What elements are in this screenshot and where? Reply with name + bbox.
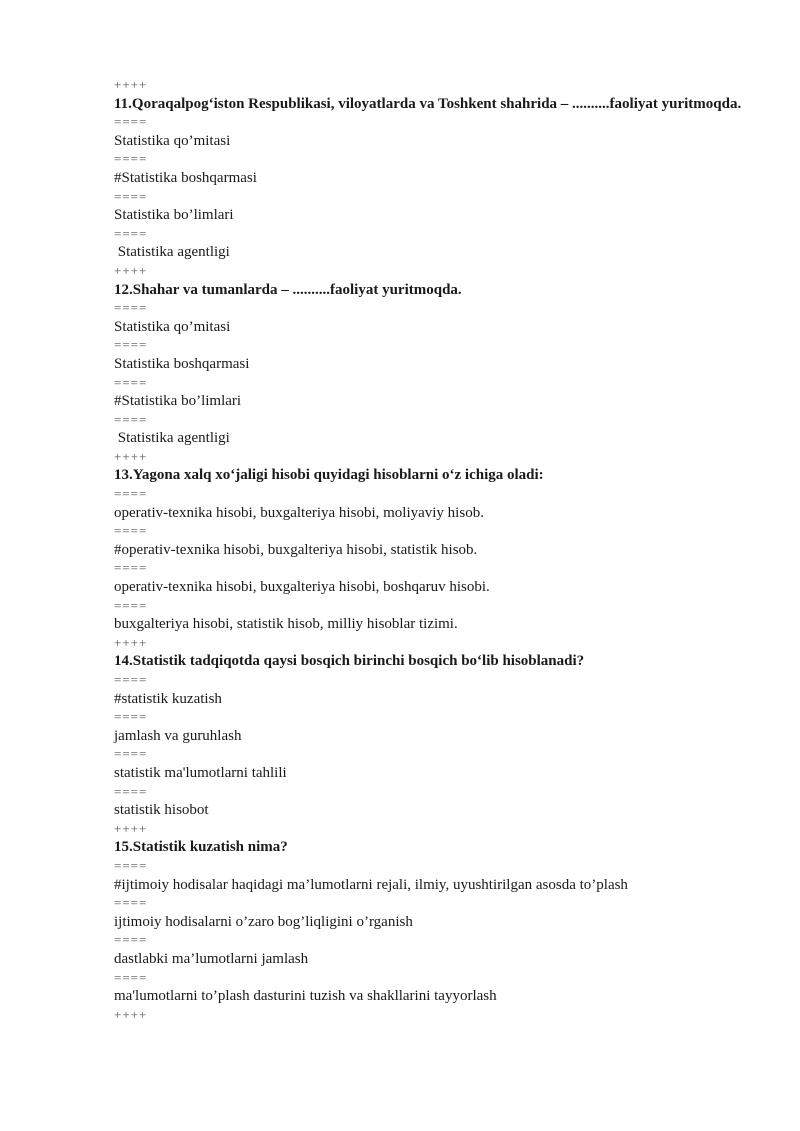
separator-marker: ==== bbox=[114, 523, 148, 539]
separator-marker: ++++ bbox=[114, 448, 148, 464]
separator-marker: ==== bbox=[114, 225, 148, 241]
question-text: 13.Yagona xalq xo‘jaligi hisobi quyidagi hisoblarni o‘z ichiga oladi: bbox=[114, 467, 544, 484]
separator-marker: ==== bbox=[114, 746, 148, 762]
separator-marker: ==== bbox=[114, 486, 148, 502]
answer-option: Statistika qo’mitasi bbox=[114, 318, 231, 335]
separator-marker: ==== bbox=[114, 114, 148, 130]
answer-option: statistik hisobot bbox=[114, 802, 209, 819]
separator-marker: ++++ bbox=[114, 1006, 148, 1022]
separator-marker: ==== bbox=[114, 709, 148, 725]
answer-option: Statistika agentligi bbox=[114, 430, 230, 447]
separator-marker: ==== bbox=[114, 560, 148, 576]
question-text: 11.Qoraqalpog‘iston Respublikasi, viloyatlarda va Toshkent shahrida – ..........faoliyat yuritmoqda. bbox=[114, 95, 742, 112]
answer-option: #Statistika bo’limlari bbox=[114, 393, 242, 410]
answer-option: #operativ-texnika hisobi, buxgalteriya hisobi, statistik hisob. bbox=[114, 541, 478, 558]
separator-marker: ++++ bbox=[114, 820, 148, 836]
separator-marker: ==== bbox=[114, 932, 148, 948]
answer-option: #Statistika boshqarmasi bbox=[114, 169, 257, 186]
separator-marker: ==== bbox=[114, 188, 148, 204]
question-text: 14.Statistik tadqiqotda qaysi bosqich birinchi bosqich bo‘lib hisoblanadi? bbox=[114, 653, 585, 670]
answer-option: operativ-texnika hisobi, buxgalteriya hisobi, moliyaviy hisob. bbox=[114, 504, 484, 521]
question-text: 15.Statistik kuzatish nima? bbox=[114, 839, 288, 856]
separator-marker: ==== bbox=[114, 857, 148, 873]
separator-marker: ++++ bbox=[114, 634, 148, 650]
separator-marker: ++++ bbox=[114, 77, 148, 92]
separator-marker: ==== bbox=[114, 374, 148, 390]
document-page bbox=[114, 76, 742, 1024]
separator-marker: ==== bbox=[114, 151, 148, 167]
separator-marker: ++++ bbox=[114, 262, 148, 278]
separator-marker: ==== bbox=[114, 300, 148, 316]
separator-marker: ==== bbox=[114, 783, 148, 799]
answer-option: #statistik kuzatish bbox=[114, 690, 222, 707]
answer-option: statistik ma'lumotlarni tahlili bbox=[114, 764, 287, 781]
answer-option: #ijtimoiy hodisalar haqidagi ma’lumotlarni rejali, ilmiy, uyushtirilgan asosda to’plash bbox=[114, 876, 628, 893]
separator-marker: ==== bbox=[114, 337, 148, 353]
answer-option: jamlash va guruhlash bbox=[114, 727, 242, 744]
answer-option: buxgalteriya hisobi, statistik hisob, milliy hisoblar tizimi. bbox=[114, 616, 458, 633]
separator-marker: ==== bbox=[114, 895, 148, 911]
question-text: 12.Shahar va tumanlarda – ..........faoliyat yuritmoqda. bbox=[114, 281, 462, 298]
answer-option: Statistika boshqarmasi bbox=[114, 355, 250, 372]
separator-marker: ==== bbox=[114, 411, 148, 427]
separator-marker: ==== bbox=[114, 597, 148, 613]
answer-option: dastlabki ma’lumotlarni jamlash bbox=[114, 950, 309, 967]
answer-option: Statistika agentligi bbox=[114, 244, 230, 261]
answer-option: Statistika qo’mitasi bbox=[114, 132, 231, 149]
separator-marker: ==== bbox=[114, 672, 148, 687]
separator-marker: ==== bbox=[114, 969, 148, 985]
answer-option: Statistika bo’limlari bbox=[114, 207, 234, 224]
answer-option: operativ-texnika hisobi, buxgalteriya hisobi, boshqaruv hisobi. bbox=[114, 579, 490, 596]
answer-option: ijtimoiy hodisalarni o’zaro bog’liqligini o’rganish bbox=[114, 913, 413, 930]
answer-option: ma'lumotlarni to’plash dasturini tuzish va shakllarini tayyorlash bbox=[114, 988, 497, 1005]
